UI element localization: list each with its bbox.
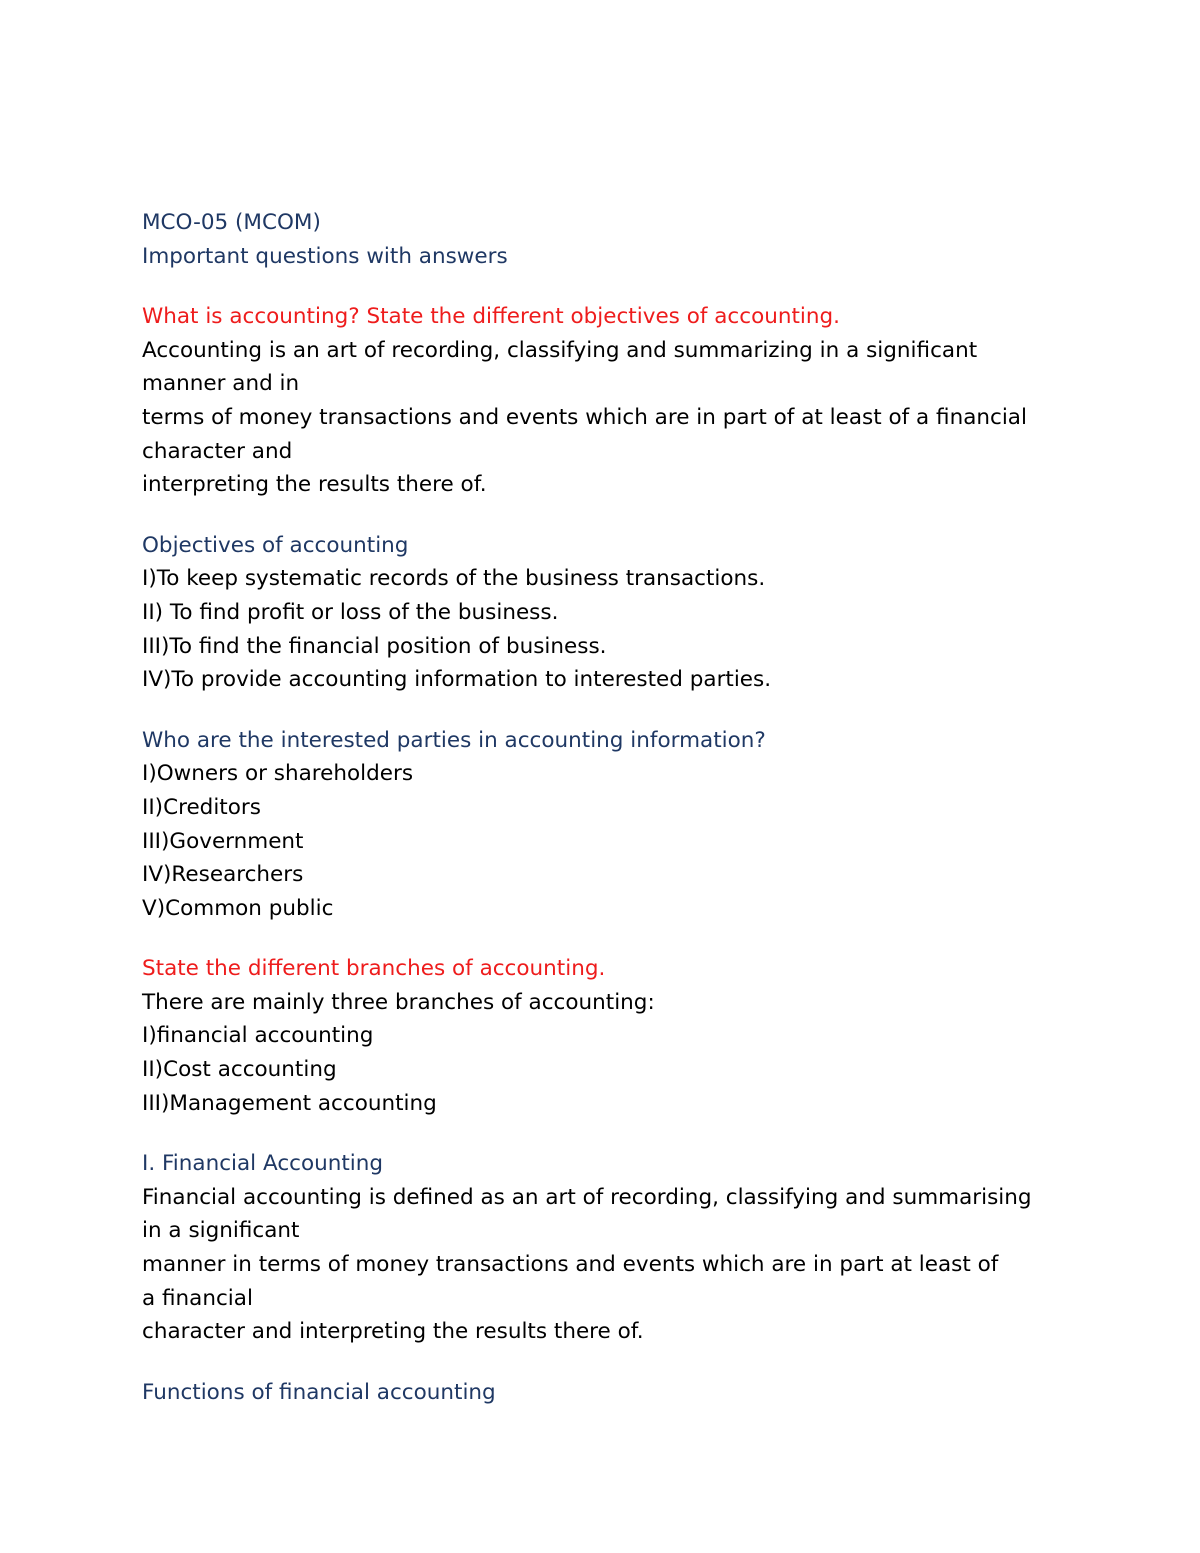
body-text-line: II)Cost accounting — [142, 1057, 337, 1083]
document-page — [142, 206, 1072, 1409]
text-block — [142, 300, 1072, 502]
question-heading: What is accounting? State the different objectives of accounting. — [142, 304, 840, 330]
body-text-line: III)Government — [142, 828, 304, 854]
body-text-line: V)Common public — [142, 895, 334, 921]
body-text-line: There are mainly three branches of accounting: — [142, 989, 655, 1015]
paragraph-gap — [142, 925, 1072, 952]
body-text-line: terms of money transactions and events which are in part of at least of a financial — [142, 404, 1027, 430]
paragraph-gap — [142, 273, 1072, 300]
question-heading: State the different branches of accounting. — [142, 956, 606, 982]
body-text-line: Accounting is an art of recording, classifying and summarizing in a significant — [142, 337, 978, 363]
section-heading: Objectives of accounting — [142, 532, 409, 558]
body-text-line: IV)Researchers — [142, 862, 304, 888]
body-text-line: I)Owners or shareholders — [142, 761, 414, 787]
body-text-line: a financial — [142, 1285, 253, 1311]
body-text-line: interpreting the results there of. — [142, 472, 487, 498]
text-block — [142, 206, 1072, 273]
paragraph-gap — [142, 697, 1072, 724]
body-text-line: manner in terms of money transactions and events which are in part at least of — [142, 1252, 999, 1278]
body-text-line: II)Creditors — [142, 794, 261, 820]
body-text-line: character and interpreting the results there of. — [142, 1319, 644, 1345]
body-text-line: III)Management accounting — [142, 1090, 437, 1116]
body-text-line: I)To keep systematic records of the business transactions. — [142, 566, 766, 592]
section-heading: Functions of financial accounting — [142, 1379, 496, 1405]
text-block — [142, 1376, 1072, 1410]
document-subtitle: Important questions with answers — [142, 243, 508, 269]
paragraph-gap — [142, 1120, 1072, 1147]
body-text-line: Financial accounting is defined as an art of recording, classifying and summarising — [142, 1184, 1032, 1210]
section-heading: I. Financial Accounting — [142, 1151, 384, 1177]
body-text-line: II) To find profit or loss of the business. — [142, 599, 559, 625]
body-text-line: in a significant — [142, 1218, 300, 1244]
body-text-line: character and — [142, 438, 293, 464]
text-block — [142, 1147, 1072, 1349]
body-text-line: III)To find the financial position of business. — [142, 633, 607, 659]
section-heading: Who are the interested parties in accounting information? — [142, 727, 766, 753]
paragraph-gap — [142, 502, 1072, 529]
paragraph-gap — [142, 1349, 1072, 1376]
body-text-line: I)financial accounting — [142, 1023, 374, 1049]
document-title: MCO-05 (MCOM) — [142, 210, 321, 235]
text-block — [142, 724, 1072, 926]
body-text-line: IV)To provide accounting information to interested parties. — [142, 667, 772, 693]
text-block — [142, 952, 1072, 1120]
body-text-line: manner and in — [142, 371, 300, 397]
text-block — [142, 529, 1072, 697]
